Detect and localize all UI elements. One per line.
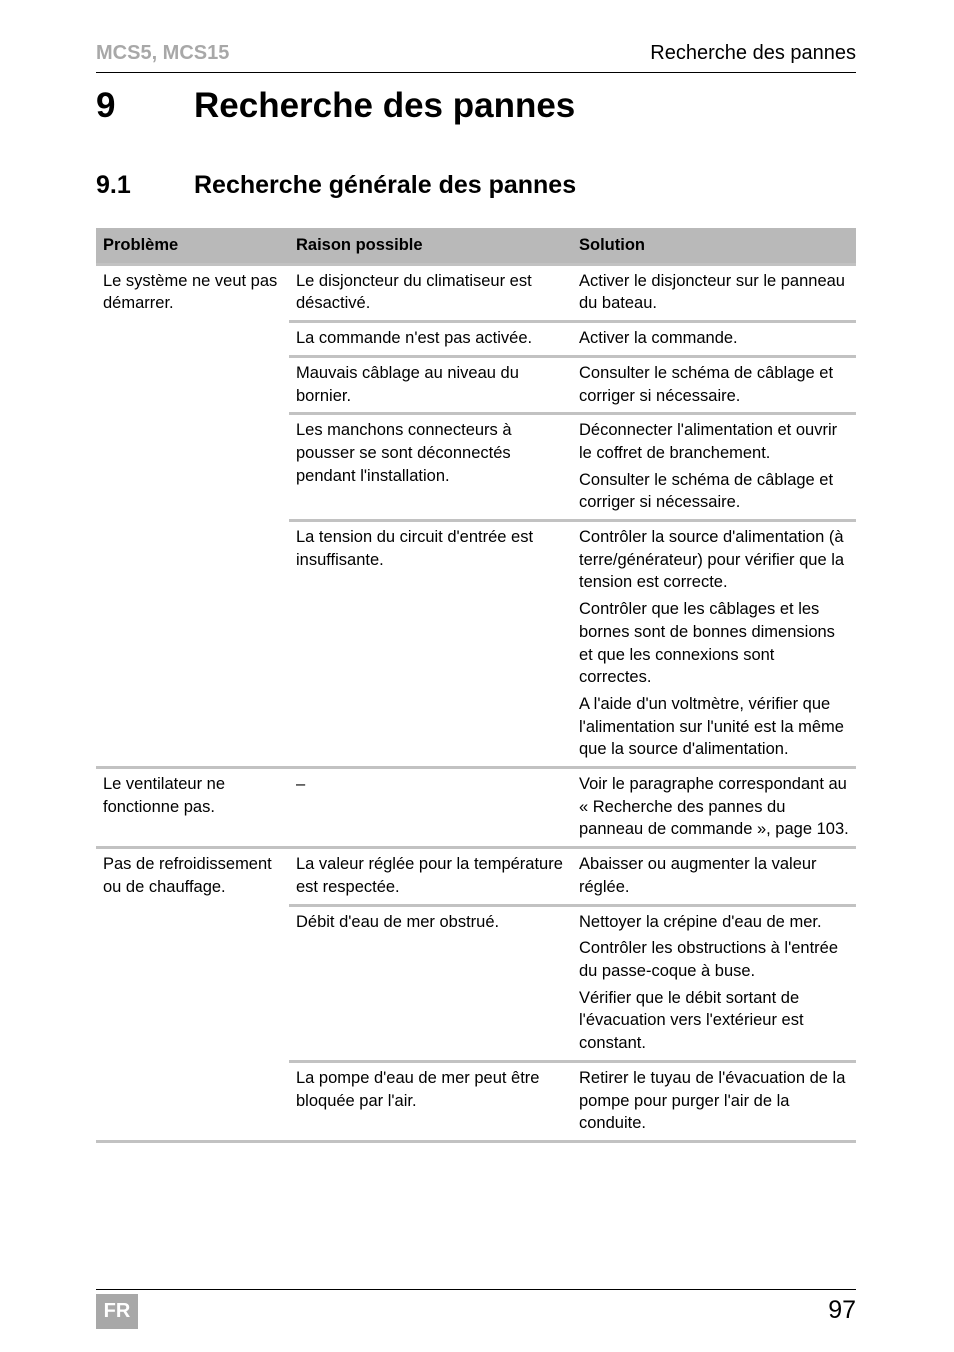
solution-text: Contrôler que les câblages et les bornes sont de bonnes dimensions et que les connexions sont correctes. (579, 600, 835, 687)
solution-cell (572, 848, 856, 905)
chapter-number: 9 (96, 86, 116, 125)
solution-text: Abaisser ou augmenter la valeur réglée. (579, 855, 817, 896)
troubleshooting-table (96, 228, 856, 1143)
reason-cell: La pompe d'eau de mer peut être bloquée par l'air. (289, 1061, 572, 1141)
table-row (96, 848, 856, 905)
page-footer (96, 1289, 856, 1324)
solution-text: Consulter le schéma de câblage et corriger si nécessaire. (579, 363, 834, 405)
solution-cell (572, 905, 856, 1061)
reason-cell: La commande n'est pas activée. (289, 322, 572, 357)
reason-cell: Les manchons connecteurs à pousser se sont déconnectés pendant l'installation. (289, 414, 572, 521)
running-section-title: Recherche des pannes (650, 42, 856, 64)
chapter-title: Recherche des pannes (194, 86, 576, 125)
section-number: 9.1 (96, 171, 131, 199)
reason-cell: Débit d'eau de mer obstrué. (289, 905, 572, 1061)
page-header (96, 40, 856, 73)
solution-cell (572, 1061, 856, 1141)
solution-text: Nettoyer la crépine d'eau de mer. (579, 912, 822, 931)
solution-text: A l'aide d'un voltmètre, vérifier que l'alimentation sur l'unité est la même que la source d'alimentation. (579, 694, 844, 759)
reason-cell: La tension du circuit d'entrée est insuffisante. (289, 521, 572, 768)
solution-text: Activer le disjoncteur sur le panneau du bateau. (579, 271, 845, 313)
solution-text: Consulter le schéma de câblage et corriger si nécessaire. (579, 470, 834, 512)
solution-text: Voir le paragraphe correspondant au « Recherche des pannes du panneau de commande », page 103. (579, 775, 849, 839)
solution-cell (572, 264, 856, 321)
solution-cell (572, 521, 856, 768)
column-header-solution: Solution (572, 228, 856, 264)
solution-cell (572, 322, 856, 357)
reason-cell: Le disjoncteur du climatiseur est désactivé. (289, 264, 572, 321)
solution-text: Retirer le tuyau de l'évacuation de la pompe pour purger l'air de la conduite. (579, 1068, 846, 1133)
solution-text: Activer la commande. (579, 329, 738, 348)
solution-cell (572, 768, 856, 848)
table-row (96, 768, 856, 848)
model-name: MCS5, MCS15 (96, 42, 230, 64)
section-title: Recherche générale des pannes (194, 171, 577, 199)
problem-cell: Le ventilateur ne fonctionne pas. (96, 768, 289, 848)
solution-cell (572, 356, 856, 413)
solution-text: Contrôler la source d'alimentation (à terre/générateur) pour vérifier que la tension est correcte. (579, 528, 845, 592)
problem-cell: Le système ne veut pas démarrer. (96, 264, 289, 767)
language-badge: FR (96, 1294, 138, 1329)
reason-cell: Mauvais câblage au niveau du bornier. (289, 356, 572, 413)
page-number: 97 (828, 1296, 856, 1324)
solution-text: Vérifier que le débit sortant de l'évacuation vers l'extérieur est constant. (579, 988, 804, 1053)
reason-cell: – (289, 768, 572, 848)
column-header-reason: Raison possible (289, 228, 572, 264)
solution-cell (572, 414, 856, 521)
solution-text: Contrôler les obstructions à l'entrée du passe-coque à buse. (579, 939, 839, 980)
problem-cell: Pas de refroidissement ou de chauffage. (96, 848, 289, 1142)
solution-text: Déconnecter l'alimentation et ouvrir le coffret de branchement. (579, 421, 838, 462)
column-header-problem: Problème (96, 228, 289, 264)
reason-cell: La valeur réglée pour la température est respectée. (289, 848, 572, 905)
table-row (96, 264, 856, 321)
table-header-row (96, 228, 856, 264)
